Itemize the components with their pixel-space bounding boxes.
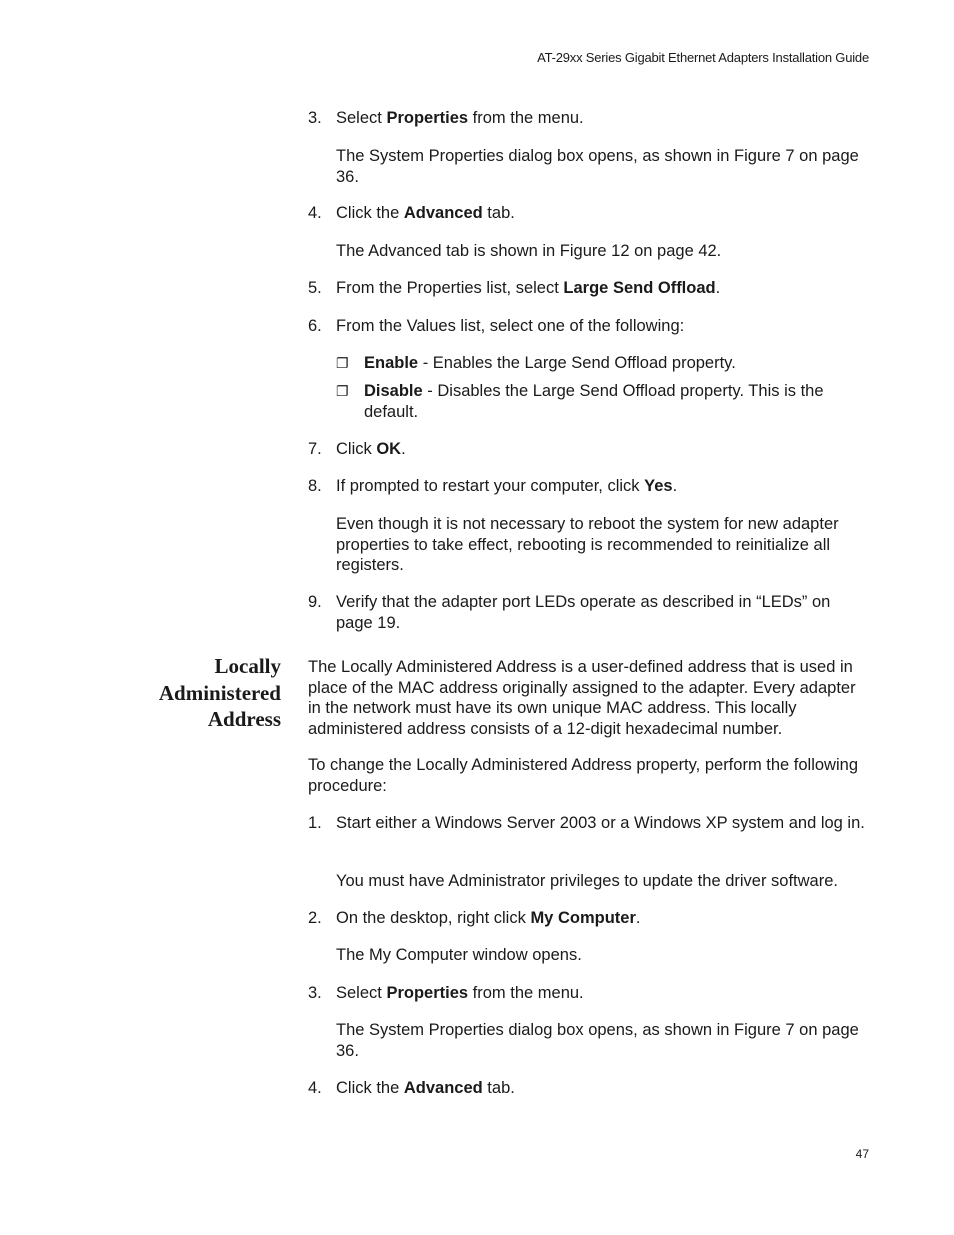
- section-heading-line: Administered: [158, 680, 281, 705]
- step-text: from the menu.: [468, 109, 584, 127]
- step-text: Click: [336, 440, 377, 458]
- step-text: Select: [336, 984, 387, 1002]
- bullet-bold-text: Enable: [364, 354, 419, 372]
- step-text: From the Properties list, select: [336, 279, 564, 297]
- step-bold-text: Properties: [386, 109, 469, 127]
- step-bold-text: OK: [376, 440, 402, 458]
- step-bold-text: Advanced: [403, 204, 483, 222]
- step-note: The Advanced tab is shown in Figure 12 on page 42.: [336, 242, 722, 260]
- step-number: 7.: [308, 440, 322, 458]
- step-text: Select: [336, 109, 387, 127]
- step-number: 4.: [308, 1079, 322, 1097]
- step-number: 4.: [308, 204, 322, 222]
- step-note: The My Computer window opens.: [336, 946, 582, 964]
- step-text: tab.: [482, 204, 515, 222]
- procedure-intro-paragraph: To change the Locally Administered Address property, perform the following procedure:: [308, 756, 858, 795]
- bullet-bold-text: Disable: [364, 382, 423, 400]
- step-text: Click the: [336, 204, 404, 222]
- step-bold-text: My Computer: [530, 909, 636, 927]
- step-text: .: [401, 440, 406, 458]
- step-text: From the Values list, select one of the following:: [336, 317, 685, 335]
- step-number: 6.: [308, 317, 322, 335]
- section-heading-line: Locally: [214, 654, 281, 678]
- step-number: 2.: [308, 909, 322, 927]
- step-note: You must have Administrator privileges to update the driver software.: [336, 872, 838, 890]
- checkbox-bullet-icon: ❐: [336, 355, 349, 371]
- step-number: 9.: [308, 593, 322, 611]
- step-text: .: [715, 279, 721, 297]
- step-number: 8.: [308, 477, 322, 495]
- step-note: The System Properties dialog box opens, as shown in Figure 7 on page 36.: [336, 1021, 859, 1060]
- step-bold-text: Yes: [644, 477, 673, 495]
- bullet-text: - Disables the Large Send Offload property. This is the default.: [364, 382, 824, 421]
- section-heading: [120, 653, 281, 733]
- step-text: Verify that the adapter port LEDs operate as described in “LEDs” on page 19.: [336, 593, 831, 632]
- page-number: 47: [855, 1147, 869, 1161]
- step-bold-text: Advanced: [403, 1079, 483, 1097]
- checkbox-bullet-icon: ❐: [336, 383, 349, 399]
- step-text: from the menu.: [468, 984, 584, 1002]
- step-text: .: [672, 477, 678, 495]
- step-note: Even though it is not necessary to reboot the system for new adapter properties to take effect, rebooting is recommended to reinitialize all registers.: [336, 515, 839, 574]
- step-bold-text: Large Send Offload: [563, 279, 716, 297]
- step-text: tab.: [482, 1079, 515, 1097]
- running-header: AT-29xx Series Gigabit Ethernet Adapters Installation Guide: [537, 50, 869, 65]
- bullet-text: - Enables the Large Send Offload property.: [418, 354, 736, 372]
- step-text: On the desktop, right click: [336, 909, 531, 927]
- step-number: 3.: [308, 984, 322, 1002]
- step-text: Click the: [336, 1079, 404, 1097]
- section-heading-line: Address: [207, 707, 281, 731]
- step-text: .: [635, 909, 641, 927]
- step-text: If prompted to restart your computer, click: [336, 477, 645, 495]
- step-bold-text: Properties: [386, 984, 469, 1002]
- step-note: The System Properties dialog box opens, as shown in Figure 7 on page 36.: [336, 147, 859, 186]
- step-number: 3.: [308, 109, 322, 127]
- step-number: 5.: [308, 279, 322, 297]
- step-text: Start either a Windows Server 2003 or a Windows XP system and log in.: [336, 814, 865, 832]
- step-number: 1.: [308, 814, 322, 832]
- section-intro-paragraph: The Locally Administered Address is a user-defined address that is used in place of the MAC address originally assigned to the adapter. Every adapter in the network must have its own unique MAC address. This locally administered address consists of a 12-digit hexadecimal number.: [308, 658, 856, 738]
